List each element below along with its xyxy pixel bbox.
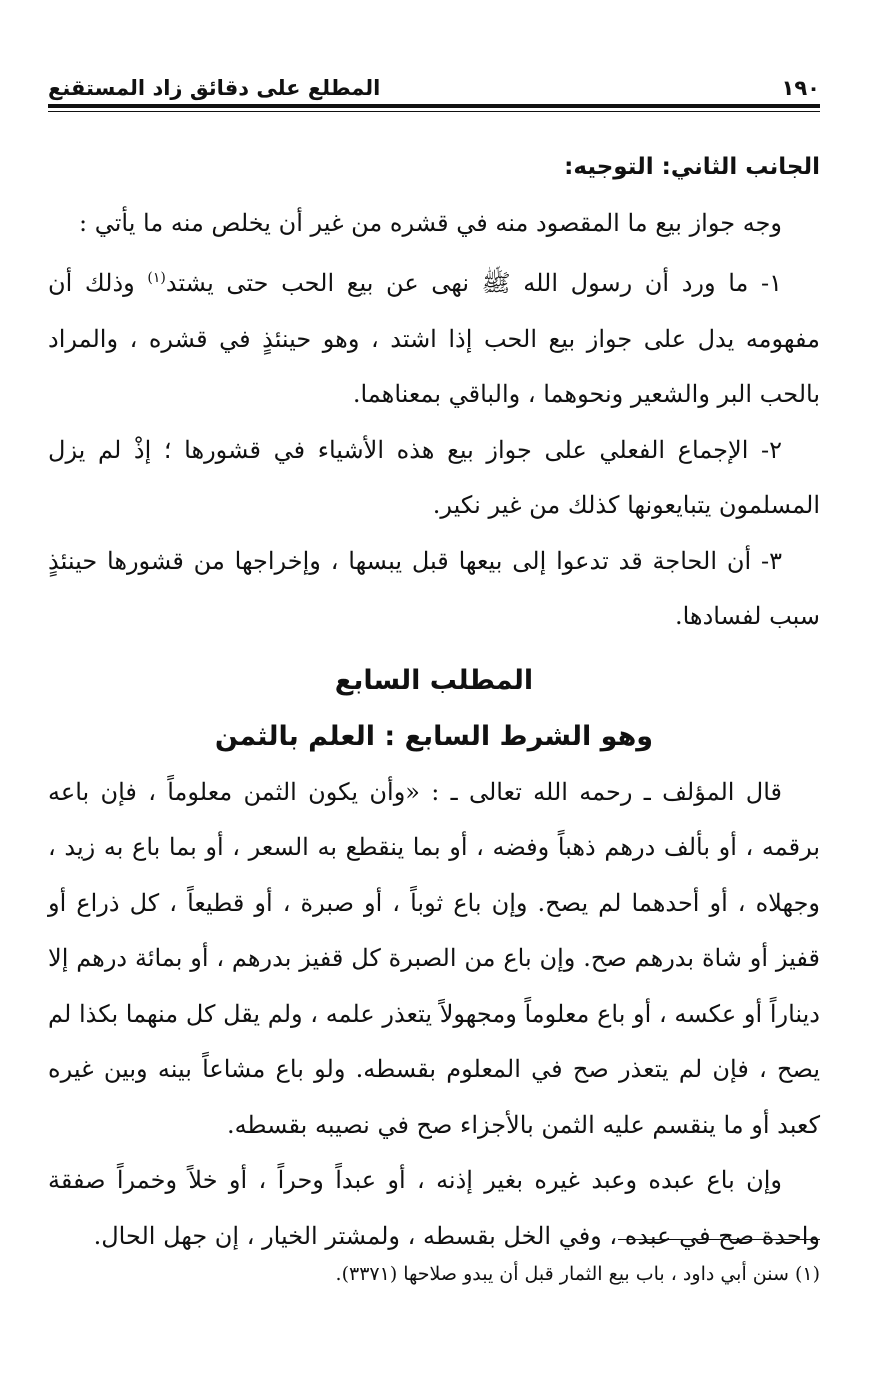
section-title: المطلب السابع [334,664,534,696]
point-2: ٢- الإجماع الفعلي على جواز بيع هذه الأشياء في قشورها ؛ إذْ لم يزل المسلمون يتبايعونها كذلك من غير نكير. [48,435,820,519]
footnote: (١) سنن أبي داود ، باب بيع الثمار قبل أن يبدو صلاحها (٣٣٧١). [335,1263,820,1285]
section-heading: الجانب الثاني: التوجيه: [564,154,820,180]
quote-paragraph: قال المؤلف ـ رحمه الله تعالى ـ : «وأن يكون الثمن معلوماً ، فإن باعه برقمه ، أو بألف درهم ذهباً وفضه ، أو بما ينقطع به السعر ، أو بما باع به زيد ، وجهلاه ، أو أحدهما لم يصح. وإن باع ثوباً ، أو صبرة ، أو قطيعاً ، كل ذراع أو قفيز أو شاة بدرهم صح. وإن باع من الصبرة كل قفيز بدرهم ، أو بمائة درهم إلا ديناراً أو عكسه ، أو باع معلوماً ومجهولاً يتعذر علمه ، ولم يقل كل منهما بكذا لم يصح ، فإن لم يتعذر صح في المعلوم بقسطه. ولو باع مشاعاً بينه وبين غيره كعبد أو ما ينقسم عليه الثمن بالأجزاء صح في نصيبه بقسطه. [48,777,820,1139]
main-text [48,140,820,1264]
section-subtitle: وهو الشرط السابع : العلم بالثمن [214,720,654,752]
point-3: ٣- أن الحاجة قد تدعوا إلى بيعها قبل يبسها ، وإخراجها من قشورها حينئذٍ سبب لفسادها. [48,546,820,630]
intro-paragraph: وجه جواز بيع ما المقصود منه في قشره من غير أن يخلص منه ما يأتي : [79,208,782,237]
running-header [48,66,820,100]
header-rule-thin [48,111,820,112]
footnote-ref-1: (١) [147,270,166,286]
point-1-text-b: وذلك أن مفهومه يدل على جواز بيع الحب إذا اشتد ، وهو حينئذٍ في قشره ، والمراد بالحب البر والشعير ونحوهما ، والباقي بمعناهما. [48,269,820,408]
paragraph-2: وإن باع عبده وعبد غيره بغير إذنه ، أو عبداً وحراً ، أو خلاً وخمراً صفقة واحدة صح في عبده ، وفي الخل بقسطه ، ولمشتر الخيار ، إن جهل الحال. [48,1166,820,1250]
point-1 [48,251,820,423]
point-1-text-a: ١- ما ورد أن رسول الله ﷺ نهى عن بيع الحب حتى يشتد [165,269,782,297]
book-title: المطلع على دقائق زاد المستقنع [48,76,381,100]
footnote-separator [618,1239,820,1240]
header-rule-thick [48,104,820,108]
page-number: ١٩٠ [781,76,820,100]
